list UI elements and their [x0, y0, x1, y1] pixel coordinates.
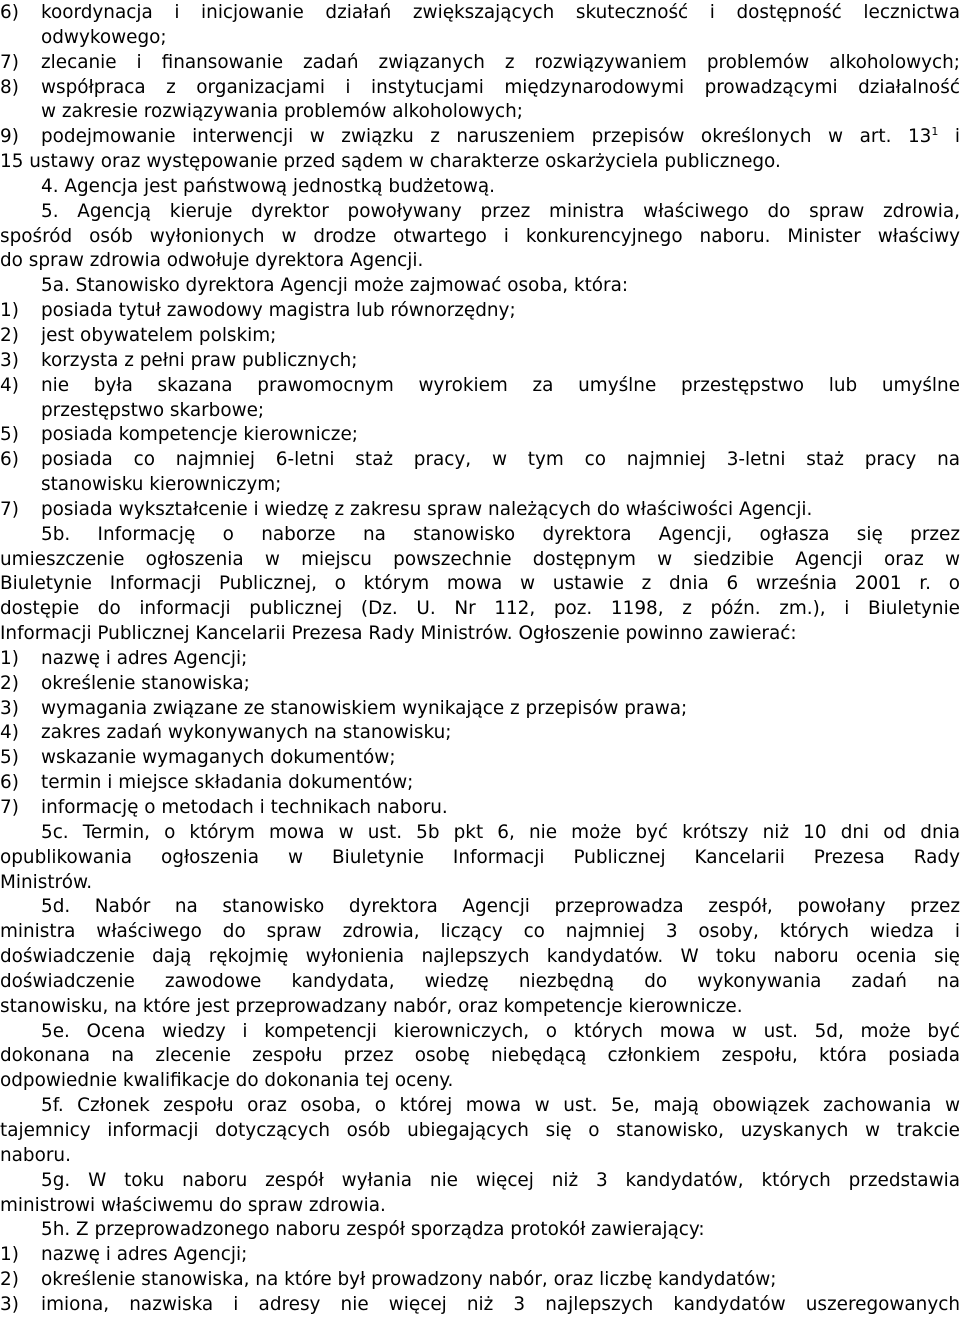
text-line: posiada kompetencje kierownicze;: [41, 424, 358, 446]
text-line: wymagania związane ze stanowiskiem wynikające z przepisów prawa;: [41, 697, 688, 719]
list-item: [0, 498, 960, 523]
text-segment: podejmowanie interwencji w związku z naruszeniem przepisów określonych w art. 13: [41, 126, 932, 148]
text-line: ministrowi właściwemu do spraw zdrowia.: [0, 1194, 386, 1216]
text-line: doświadczenie zawodowe kandydata, wiedzę niezbędną do wykonywania zadań na: [0, 970, 960, 992]
text-line: tajemnicy informacji dotyczących osób ubiegających się o stanowisko, uzyskanych w trakcie: [0, 1119, 960, 1141]
text-line: wskazanie wymaganych dokumentów;: [41, 747, 396, 769]
text-line: termin i miejsce składania dokumentów;: [41, 772, 414, 794]
text-line: spośród osób wyłonionych w drodze otwartego i konkurencyjnego naboru. Minister właściwy: [0, 225, 960, 247]
text-line: zakres zadań wykonywanych na stanowisku;: [41, 722, 452, 744]
item-number: 7): [0, 51, 19, 73]
list-item: [0, 746, 960, 771]
list-item: [0, 697, 960, 722]
item-number: 3): [0, 349, 19, 371]
list-item: [0, 1293, 960, 1318]
item-number: 4): [0, 722, 19, 744]
paragraph-5b: 5b. Informację o naborze na stanowisko dyrektora Agencji, ogłasza się przez: [41, 523, 960, 545]
text-line: nazwę i adres Agencji;: [41, 647, 248, 669]
text-line: dostępie do informacji publicznej (Dz. U. Nr 112, poz. 1198, z późn. zm.), i Biuletynie: [0, 598, 960, 620]
item-number: 1): [0, 647, 19, 669]
text-line: [41, 125, 960, 150]
item-number: 7): [0, 797, 19, 818]
text-line: Biuletynie Informacji Publicznej, o którym mowa w ustawie z dnia 6 września 2001 r. o: [0, 573, 960, 595]
list-item: [0, 349, 960, 374]
paragraph-5h: 5h. Z przeprowadzonego naboru zespół sporządza protokół zawierający:: [41, 1219, 705, 1241]
paragraph-5f: 5f. Członek zespołu oraz osoba, o której mowa w ust. 5e, mają obowiązek zachowania w: [41, 1095, 960, 1117]
item-number: 6): [0, 772, 19, 794]
text-line: nie była skazana prawomocnym wyrokiem za umyślne przestępstwo lub umyślne: [41, 374, 960, 396]
text-line: określenie stanowiska, na które był prowadzony nabór, oraz liczbę kandydatów;: [41, 1269, 777, 1291]
list-item: [0, 324, 960, 349]
list-item: [0, 721, 960, 746]
text-line: określenie stanowiska;: [41, 672, 250, 694]
text-line: posiada co najmniej 6-letni staż pracy, w tym co najmniej 3-letni staż pracy na: [41, 449, 960, 471]
paragraph-5: 5. Agencją kieruje dyrektor powoływany przez ministra właściwego do spraw zdrowia,: [41, 200, 960, 222]
item-number: 3): [0, 697, 19, 719]
item-number: 7): [0, 498, 19, 520]
item-number: 4): [0, 374, 19, 396]
text-line: imiona, nazwiska i adresy nie więcej niż 3 najlepszych kandydatów uszeregowanych: [41, 1293, 960, 1315]
paragraph-5d: 5d. Nabór na stanowisko dyrektora Agencji przeprowadza zespół, powołany przez: [41, 896, 960, 918]
list-item: [0, 647, 960, 672]
paragraph-5e: 5e. Ocena wiedzy i kompetencji kierowniczych, o których mowa w ust. 5d, może być: [41, 1020, 960, 1042]
list-item: [0, 1268, 960, 1293]
text-line: współpraca z organizacjami i instytucjami międzynarodowymi prowadzącymi działalność: [41, 76, 960, 98]
list-item: [0, 423, 960, 448]
text-line: odpowiednie kwalifikacje do dokonania tej oceny.: [0, 1070, 454, 1092]
paragraph-4: 4. Agencja jest państwową jednostką budżetową.: [41, 175, 496, 197]
text-line: koordynacja i inicjowanie działań zwiększających skuteczność i dostępność lecznictwa: [41, 2, 960, 23]
list-item: [0, 76, 960, 126]
list-item: [0, 672, 960, 697]
list-item: [0, 1, 960, 51]
text-line: jest obywatelem polskim;: [41, 324, 277, 346]
text-line: stanowisku kierowniczym;: [41, 474, 282, 496]
text-line: doświadczenie dają rękojmię wyłonienia najlepszych kandydatów. W toku naboru ocenia się: [0, 946, 960, 968]
list-item: [0, 796, 960, 821]
text-line: ministra właściwego do spraw zdrowia, liczący co najmniej 3 osoby, których wiedza i: [0, 921, 960, 943]
text-line: dokonana na zlecenie zespołu przez osobę niebędącą członkiem zespołu, która posiada: [0, 1045, 960, 1067]
text-line: odwykowego;: [41, 26, 167, 48]
paragraph-5c: 5c. Termin, o którym mowa w ust. 5b pkt 6, nie może być krótszy niż 10 dni od dnia: [41, 821, 960, 843]
text-line: zlecanie i finansowanie zadań związanych z rozwiązywaniem problemów alkoholowych;: [41, 51, 960, 73]
text-line: informację o metodach i technikach naboru.: [41, 797, 448, 818]
list-item: [0, 771, 960, 796]
list-item: [0, 299, 960, 324]
list-item: [0, 51, 960, 76]
item-number: 3): [0, 1293, 19, 1315]
text-line: w zakresie rozwiązywania problemów alkoholowych;: [41, 101, 524, 123]
paragraph-5g: 5g. W toku naboru zespół wyłania nie więcej niż 3 kandydatów, których przedstawia: [41, 1169, 960, 1191]
item-number: 2): [0, 672, 19, 694]
item-number: 2): [0, 1269, 19, 1291]
text-line: 15 ustawy oraz występowanie przed sądem w charakterze oskarżyciela publicznego.: [0, 151, 781, 173]
paragraph-5a: 5a. Stanowisko dyrektora Agencji może zajmować osoba, która:: [41, 275, 629, 297]
text-line: Ministrów.: [0, 871, 93, 893]
text-line: przestępstwo skarbowe;: [41, 399, 265, 421]
superscript: 1: [931, 125, 939, 139]
text-line: korzysta z pełni praw publicznych;: [41, 349, 358, 371]
item-number: 2): [0, 324, 19, 346]
item-number: 8): [0, 76, 19, 98]
text-line: stanowisku, na które jest przeprowadzany nabór, oraz kompetencje kierownicze.: [0, 995, 743, 1017]
list-item: [0, 125, 960, 150]
item-number: 5): [0, 424, 19, 446]
text-line: Informacji Publicznej Kancelarii Prezesa Rady Ministrów. Ogłoszenie powinno zawierać:: [0, 623, 797, 645]
list-item: [0, 1243, 960, 1268]
text-segment: i: [938, 126, 960, 148]
text-line: umieszczenie ogłoszenia w miejscu powszechnie dostępnym w siedzibie Agencji oraz w: [0, 548, 960, 570]
text-line: nazwę i adres Agencji;: [41, 1244, 248, 1266]
item-number: 1): [0, 300, 19, 322]
list-item: [0, 448, 960, 498]
item-number: 6): [0, 449, 19, 471]
item-number: 6): [0, 2, 19, 23]
list-item: [0, 374, 960, 424]
item-number: 5): [0, 747, 19, 769]
item-number: 1): [0, 1244, 19, 1266]
text-line: posiada wykształcenie i wiedzę z zakresu spraw należących do właściwości Agencji.: [41, 498, 813, 520]
item-number: 9): [0, 126, 19, 148]
text-line: do spraw zdrowia odwołuje dyrektora Agencji.: [0, 250, 424, 272]
text-line: naboru.: [0, 1144, 71, 1166]
text-line: opublikowania ogłoszenia w Biuletynie Informacji Publicznej Kancelarii Prezesa Rady: [0, 846, 960, 868]
text-line: posiada tytuł zawodowy magistra lub równorzędny;: [41, 300, 516, 322]
